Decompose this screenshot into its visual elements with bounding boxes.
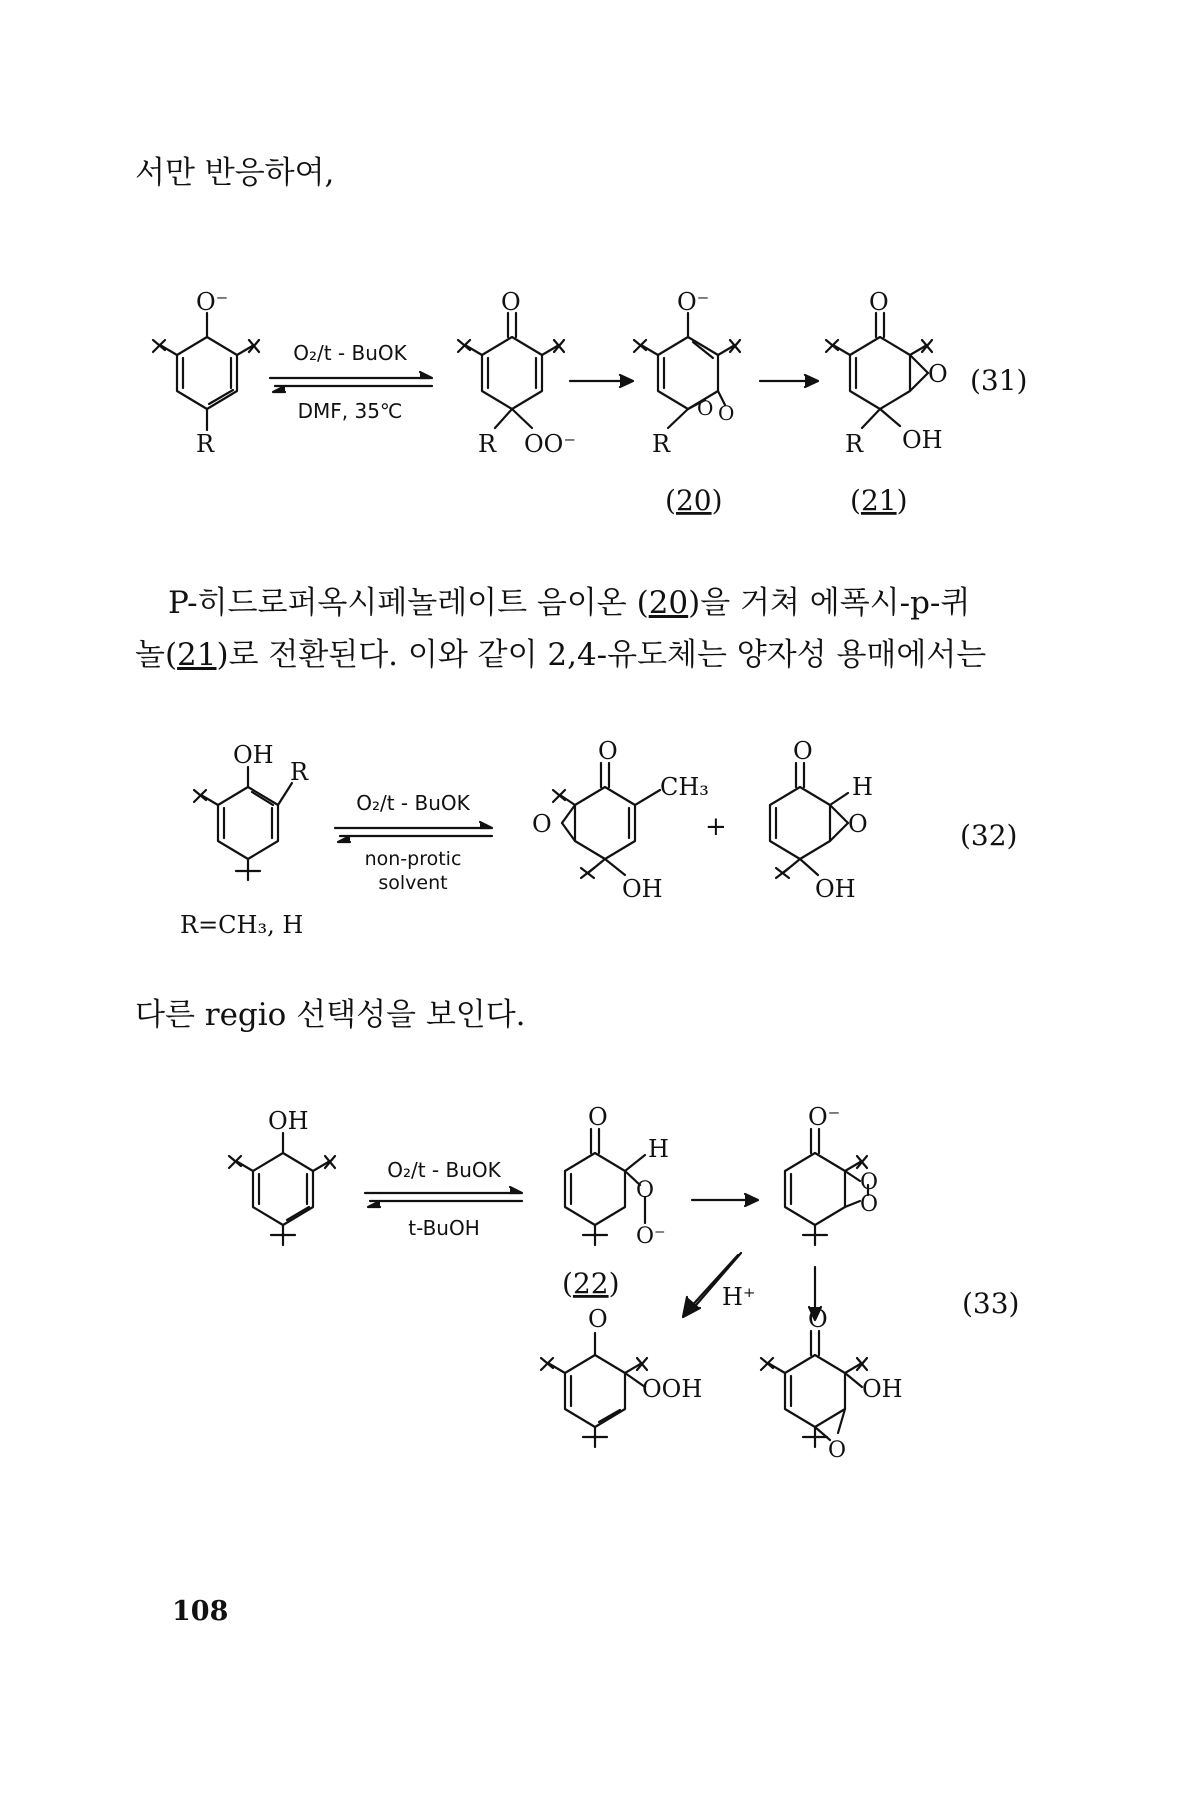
compound-label-21: (21) xyxy=(850,484,908,517)
atom-label: OH xyxy=(268,1107,309,1135)
reaction-scheme-32 xyxy=(0,735,1200,965)
atom-label: H xyxy=(852,773,873,801)
text-segment: P-히드로퍼옥시페놀레이트 음이온 ( xyxy=(168,585,649,621)
atom-label: O xyxy=(718,401,735,425)
atom-label: O xyxy=(532,810,552,838)
reagent-label: O₂/t - BuOK xyxy=(293,341,407,365)
condition-label: non-protic xyxy=(364,848,462,870)
atom-label: O xyxy=(828,1438,847,1463)
reaction-scheme-31 xyxy=(0,280,1200,540)
reaction-arrow xyxy=(760,375,818,387)
equilibrium-arrow xyxy=(270,372,432,392)
atom-label: O⁻ xyxy=(677,288,710,316)
phenol-structure xyxy=(194,741,309,880)
atom-label: OO⁻ xyxy=(524,430,577,458)
atom-label: O xyxy=(697,396,714,420)
text-para2-line-1 xyxy=(168,580,970,627)
atom-label: O⁻ xyxy=(808,1105,841,1131)
atom-label: O xyxy=(860,1192,879,1217)
phenol-structure xyxy=(229,1107,335,1245)
atom-label: R xyxy=(478,430,497,458)
peroxide-anion-structure xyxy=(458,288,576,458)
reaction-scheme-33 xyxy=(0,1105,1200,1505)
atom-label: OH xyxy=(902,426,943,454)
text-segment: )로 전환된다. 이와 같이 2,4-유도체는 양자성 용매에서는 xyxy=(216,637,987,673)
compound-21-structure xyxy=(826,288,948,458)
equation-number: (32) xyxy=(960,819,1018,852)
equilibrium-arrow xyxy=(365,1187,522,1207)
equation-number: (33) xyxy=(962,1287,1020,1320)
text-para2-line-2 xyxy=(135,632,986,679)
atom-label: O xyxy=(501,288,521,316)
page-number: 108 xyxy=(172,1596,229,1627)
reagent-label: O₂/t - BuOK xyxy=(387,1158,501,1182)
epoxyquinol-product-a xyxy=(532,737,709,903)
compound-ref-21: 21 xyxy=(177,637,217,673)
substituent-definition: R=CH₃, H xyxy=(180,911,304,939)
atom-label: O xyxy=(808,1305,828,1333)
compound-label-20: (20) xyxy=(665,484,723,517)
atom-label: R xyxy=(290,758,309,786)
condition-label: solvent xyxy=(378,872,448,894)
atom-label: O xyxy=(793,737,813,765)
atom-label: H xyxy=(648,1135,669,1163)
atom-label: O xyxy=(588,1305,608,1333)
text-segment: )을 거쳐 에폭시-p-퀴 xyxy=(688,585,971,621)
atom-label: O xyxy=(928,360,948,388)
reaction-arrow xyxy=(570,375,633,387)
reagent-label: O₂/t - BuOK xyxy=(356,791,470,815)
atom-label: OOH xyxy=(642,1375,703,1403)
text-segment: 놀( xyxy=(135,637,178,673)
atom-label: O xyxy=(848,810,868,838)
text-line-4: 다른 regio 선택성을 보인다. xyxy=(135,997,526,1033)
condition-label: DMF, 35℃ xyxy=(297,399,403,423)
dioxetane-intermediate-structure xyxy=(785,1105,878,1245)
compound-22-structure xyxy=(565,1105,669,1249)
condition-label: t-BuOH xyxy=(408,1216,480,1240)
compound-20-structure xyxy=(634,288,740,458)
atom-label: O xyxy=(636,1178,655,1203)
epoxyquinol-product-b xyxy=(770,737,873,903)
compound-label-22: (22) xyxy=(562,1267,620,1300)
atom-label: OH xyxy=(233,741,274,769)
epoxyquinol-product-structure xyxy=(761,1305,903,1463)
equilibrium-arrow xyxy=(335,822,492,842)
atom-label: O xyxy=(588,1105,608,1131)
atom-label: OH xyxy=(815,875,856,903)
atom-label: R xyxy=(652,430,671,458)
reaction-arrow xyxy=(692,1194,758,1206)
atom-label: CH₃ xyxy=(660,773,709,801)
compound-ref-20: 20 xyxy=(648,585,689,621)
atom-label: O⁻ xyxy=(196,288,229,316)
atom-label: O⁻ xyxy=(636,1224,666,1249)
atom-label: O xyxy=(598,737,618,765)
reagent-label: H⁺ xyxy=(722,1283,756,1311)
text-line-1: 서만 반응하여, xyxy=(135,155,335,191)
hydroperoxide-product-structure xyxy=(541,1305,702,1447)
atom-label: OH xyxy=(622,875,663,903)
atom-label: O xyxy=(860,1170,879,1195)
atom-label: R xyxy=(196,430,215,458)
equation-number: (31) xyxy=(970,364,1028,397)
atom-label: O xyxy=(869,288,889,316)
atom-label: R xyxy=(845,430,864,458)
phenoxide-structure xyxy=(153,288,259,458)
atom-label: OH xyxy=(862,1375,903,1403)
plus-sign: + xyxy=(705,812,727,842)
